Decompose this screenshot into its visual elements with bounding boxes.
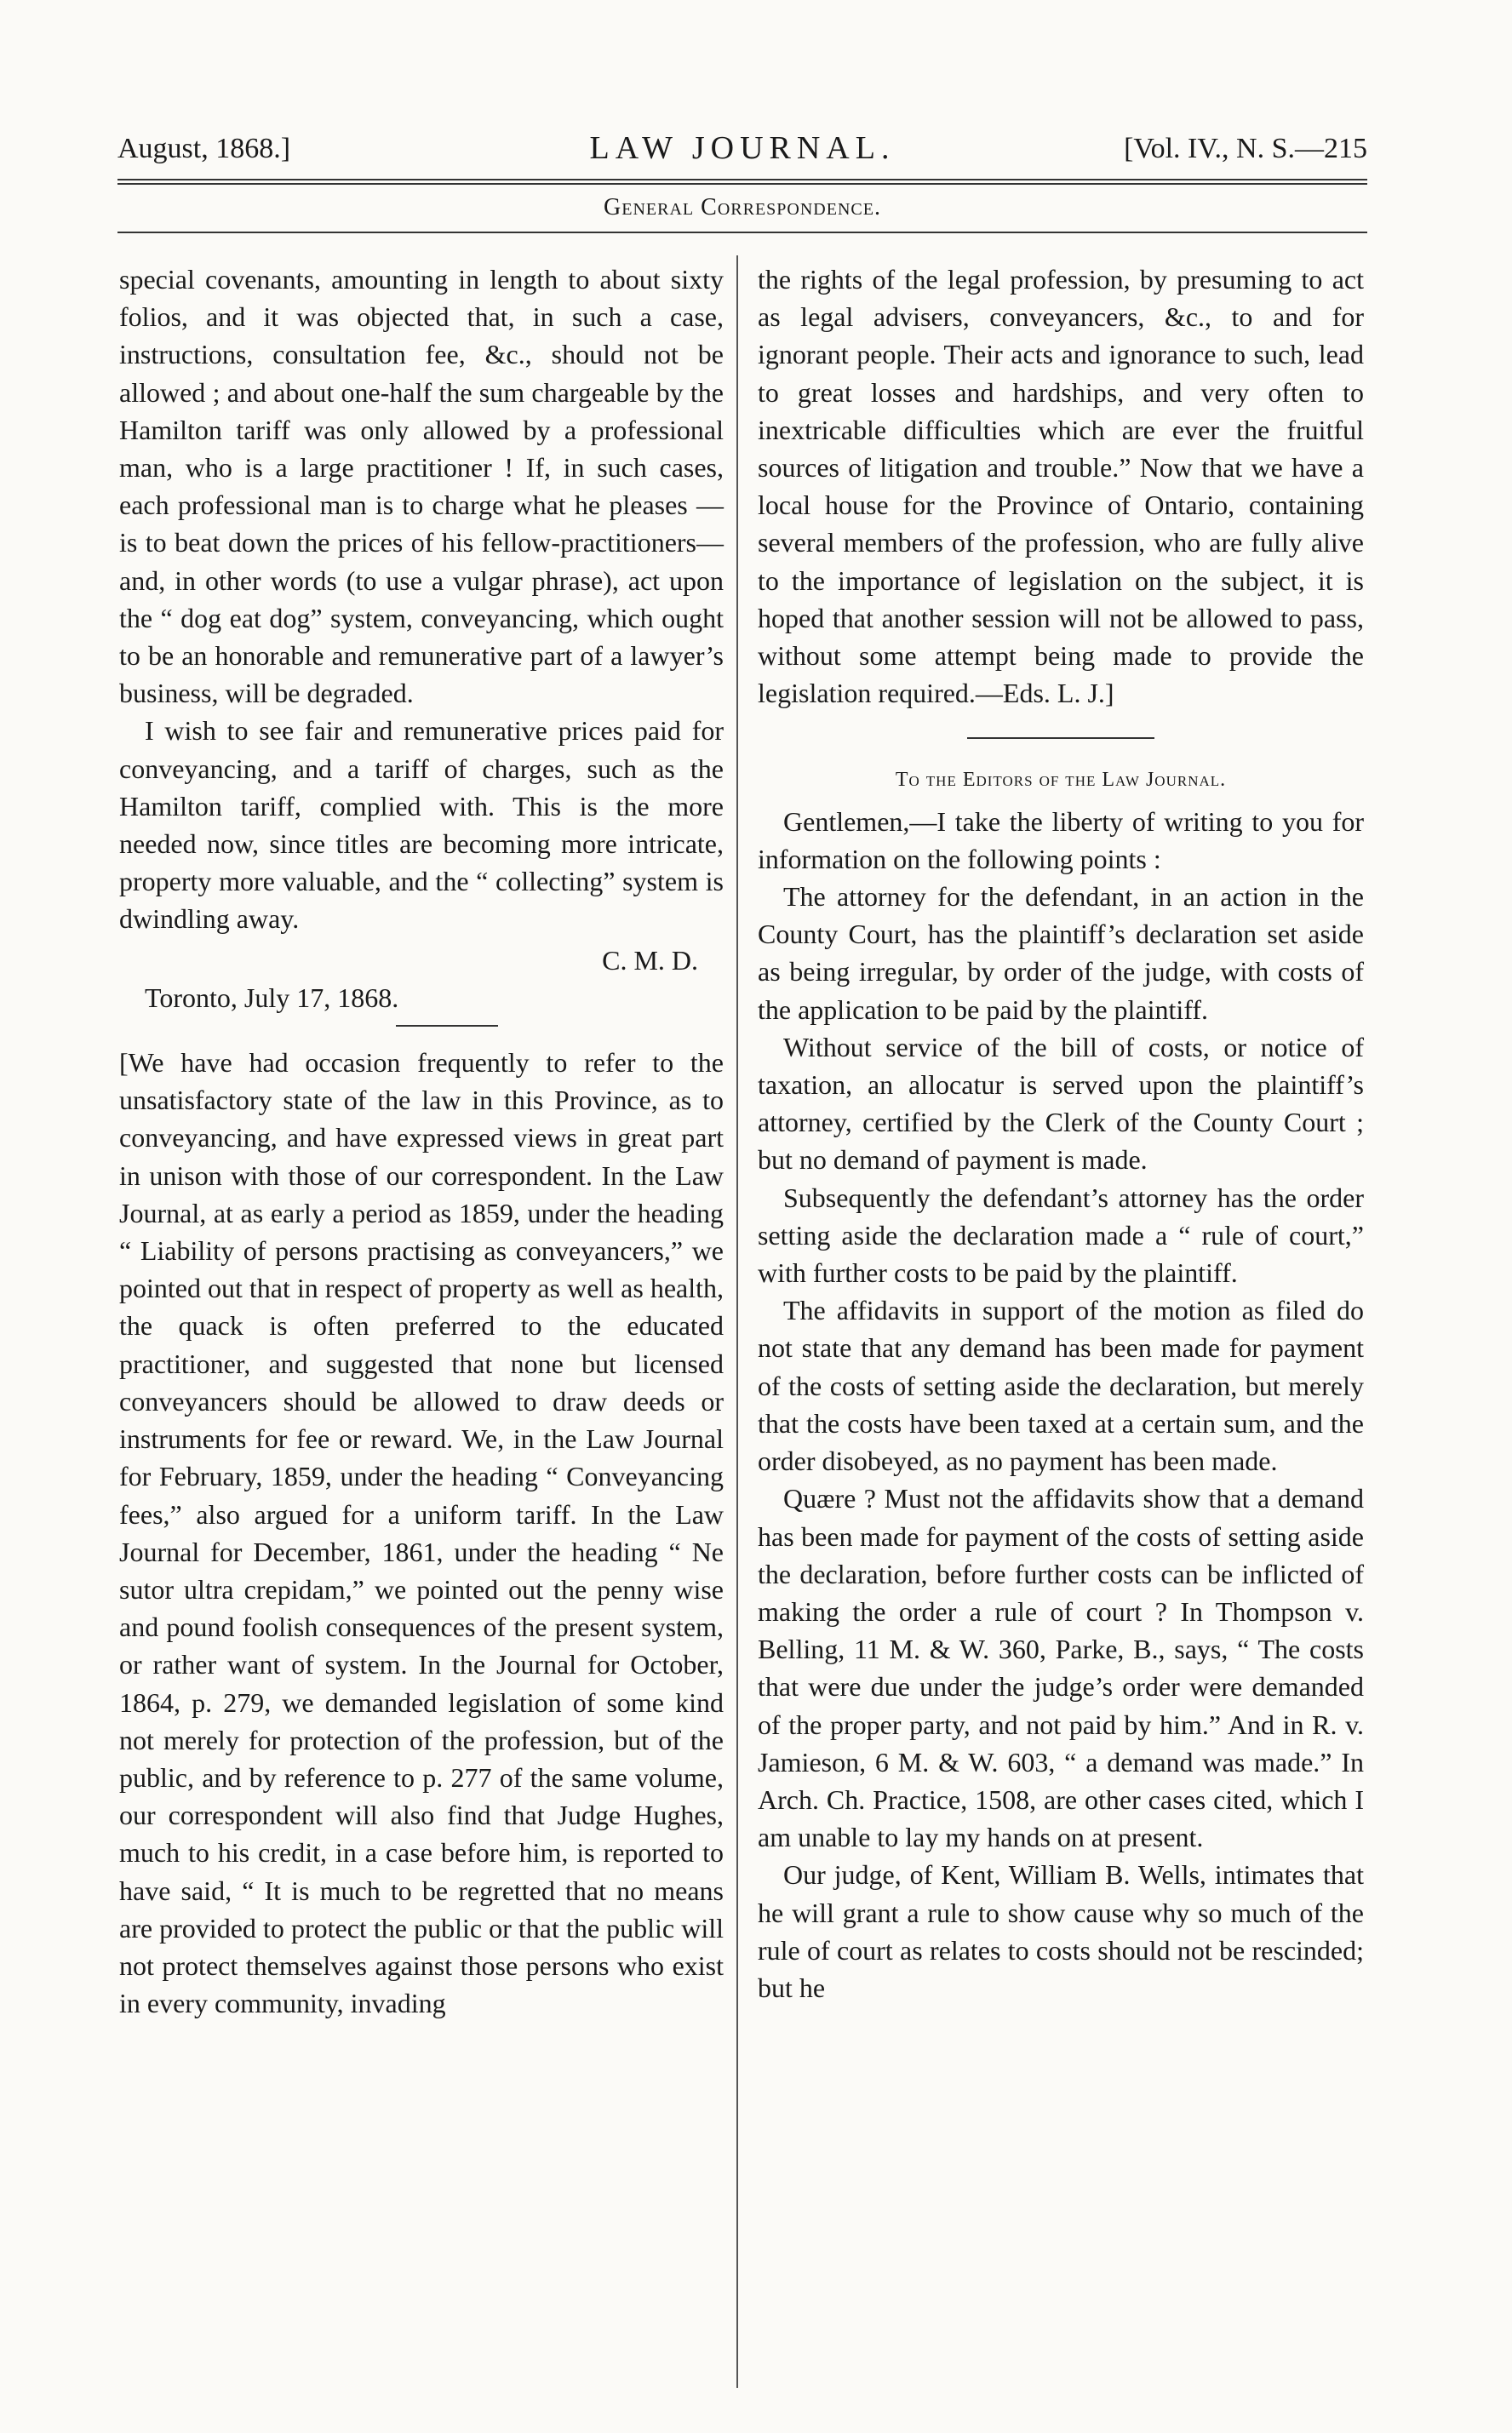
right-paragraph-3: The attorney for the defendant, in an action in the County Court, has the plaintiff’s declaration set aside as being irregular, by order of the judge, with costs of the application to be paid by the plaintiff. xyxy=(758,881,1364,1025)
header-volume-page: [Vol. IV., N. S.—215 xyxy=(1124,133,1367,164)
right-paragraph-7: Quære ? Must not the affidavits show that a demand has been made for payment of the costs of setting aside the declaration, before further costs can be inflicted of making the order a rule of court ? In Thompson v. Belling, 11 M. & W. 360, Parke, B., says, “ The costs that were due under the judge’s order were demanded of the proper party, and not paid by him.” And in R. v. Jamieson, 6 M. & W. 603, “ a demand was made.” In Arch. Ch. Practice, 1508, are other cases cited, which I am unable to lay my hands on at present. xyxy=(758,1483,1364,1853)
header-date: August, 1868.] xyxy=(117,133,291,164)
right-paragraph-5: Subsequently the defendant’s attorney has the order setting aside the declaration made a “ rule of court,” with further costs to be paid by the plaintiff. xyxy=(758,1182,1364,1289)
journal-title: LAW JOURNAL. xyxy=(589,130,896,166)
section-title: General Correspondence. xyxy=(604,194,881,220)
header-rule-bottom xyxy=(117,183,1367,185)
editors-note: [We have had occasion frequently to refer to the unsatisfactory state of the law in this Province, as to conveyancing, and have expressed views in great part in unison with those of our correspondent. In the Law Journal, at as early a period as 1859, under the heading “ Liability of persons practising as conveyancers,” we pointed out that in respect of property as well as health, the quack is often preferred to the educated practitioner, and suggested that none but licensed conveyancers should be allowed to draw deeds or instruments for fee or reward. We, in the Law Journal for February, 1859, under the heading “ Conveyancing fees,” also argued for a uniform tariff. In the Law Journal for December, 1861, under the heading “ Ne sutor ultra crepidam,” we pointed out the penny wise and pound foolish consequences of the present system, or rather want of system. In the Journal for October, 1864, p. 279, we demanded legislation of some kind not merely for protection of the profession, but of the public, and by reference to p. 277 of the same volume, our correspondent will also find that Judge Hughes, much to his credit, in a case before him, is reported to have said, “ It is much to be regretted that no means are provided to protect the public or that the public will not protect themselves against those persons who exist in every community, invading xyxy=(119,1047,724,2019)
right-paragraph-4: Without service of the bill of costs, or notice of taxation, an allocatur is served upon the plaintiff’s attorney, certified by the Clerk of the County Court ; but no demand of payment is made. xyxy=(758,1031,1364,1176)
right-paragraph-1: the rights of the legal profession, by presuming to act as legal advisers, conveyancers, &c., to and for ignorant people. Their acts and ignorance to such, lead to great losses and hardships, and very often to inextricable difficulties which are ever the fruitful sources of litigation and trouble.” Now that we have a local house for the Province of Ontario, containing several members of the profession, who are fully alive to the importance of legislation on the subject, it is hoped that another session will not be allowed to pass, without some attempt being made to provide the legislation required.—Eds. L. J.] xyxy=(758,264,1364,709)
right-column xyxy=(758,260,1364,2007)
left-paragraph-2: I wish to see fair and remunerative prices paid for conveyancing, and a tariff of charges, such as the Hamilton tariff, complied with. This is the more needed now, since titles are becoming more intricate, property more valuable, and the “ collecting” system is dwindling away. xyxy=(119,715,724,935)
letter-separator-rule xyxy=(967,737,1154,739)
page-header xyxy=(117,126,1367,172)
section-rule xyxy=(117,232,1367,233)
left-paragraph-1: special covenants, amounting in length to about sixty folios, and it was objected that, in such a case, instructions, consultation fee, &c., should not be allowed ; and about one-half the sum chargeable by the Hamilton tariff was only allowed by a professional man, who is a large practitioner ! If, in such cases, each professional man is to charge what he pleases —is to beat down the prices of his fellow-practitioners—and, in other words (to use a vulgar phrase), act upon the “ dog eat dog” system, conveyancing, which ought to be an honorable and remunerative part of a lawyer’s business, will be degraded. xyxy=(119,264,724,709)
letter-salutation: Gentlemen,—I take the liberty of writing to you for information on the following points : xyxy=(758,805,1364,874)
dateline-rule xyxy=(396,1025,498,1027)
column-divider xyxy=(736,255,738,2388)
header-rule-top xyxy=(117,179,1367,180)
letter-heading: To the Editors of the Law Journal. xyxy=(895,769,1227,792)
dateline: Toronto, July 17, 1868. xyxy=(145,982,399,1013)
right-paragraph-6: The affidavits in support of the motion as filed do not state that any demand has been made for payment of the costs of setting aside the declaration, but merely that the costs have been taxed at a certain sum, and the order disobeyed, as no payment has been made. xyxy=(758,1295,1364,1477)
signature: C. M. D. xyxy=(602,944,698,976)
right-paragraph-8: Our judge, of Kent, William B. Wells, intimates that he will grant a rule to show cause why so much of the rule of court as relates to costs should not be rescinded; but he xyxy=(758,1859,1364,2003)
left-column xyxy=(119,260,724,2022)
